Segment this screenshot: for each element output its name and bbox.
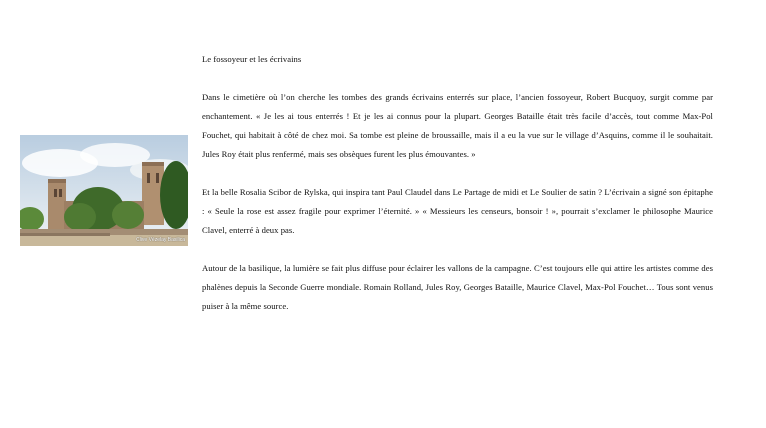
paragraph-2: Et la belle Rosalia Scibor de Rylska, qui inspira tant Paul Claudel dans Le Partage de midi et Le Soulier de satin ? L’écrivain a signé son épitaphe : « Seule la rose est assez fragile pour exprimer l’éternité. » « Messieurs les censeurs, bonsoir ! », pourrait s’exclamer le philosophe Maurice Clavel, enterré à deux pas. (202, 187, 713, 235)
paragraph-1: Dans le cimetière où l’on cherche les tombes des grands écrivains enterrés sur place, l’ancien fossoyeur, Robert Bucquoy, surgit comme par enchantement. « Je les ai tous enterrés ! Et je les ai connus pour la plupart. Georges Bataille était très facile d’accès, tout comme Max-Pol Fouchet, qui habitait à côté de chez moi. Sa tombe est pleine de broussaille, mais il a eu la vue sur le village d’Asquins, comme il le souhaitait. Jules Roy était plus renfermé, mais ses obsèques furent les plus émouvantes. » (202, 92, 713, 159)
article-title: Le fossoyeur et les écrivains (202, 54, 302, 64)
article-body (202, 50, 713, 335)
basilica-illustration (20, 135, 188, 246)
paragraph-3: Autour de la basilique, la lumière se fait plus diffuse pour éclairer les vallons de la campagne. C’est toujours elle qui attire les artistes comme des phalènes depuis la Seconde Guerre mondiale. Romain Rolland, Jules Roy, Georges Bataille, Maurice Clavel, Max-Pol Fouchet… Tous sont venus puiser à la même source. (202, 263, 713, 311)
basilica-photo (20, 135, 188, 246)
photo-caption: Clive Vézelay Basilica (136, 237, 185, 243)
